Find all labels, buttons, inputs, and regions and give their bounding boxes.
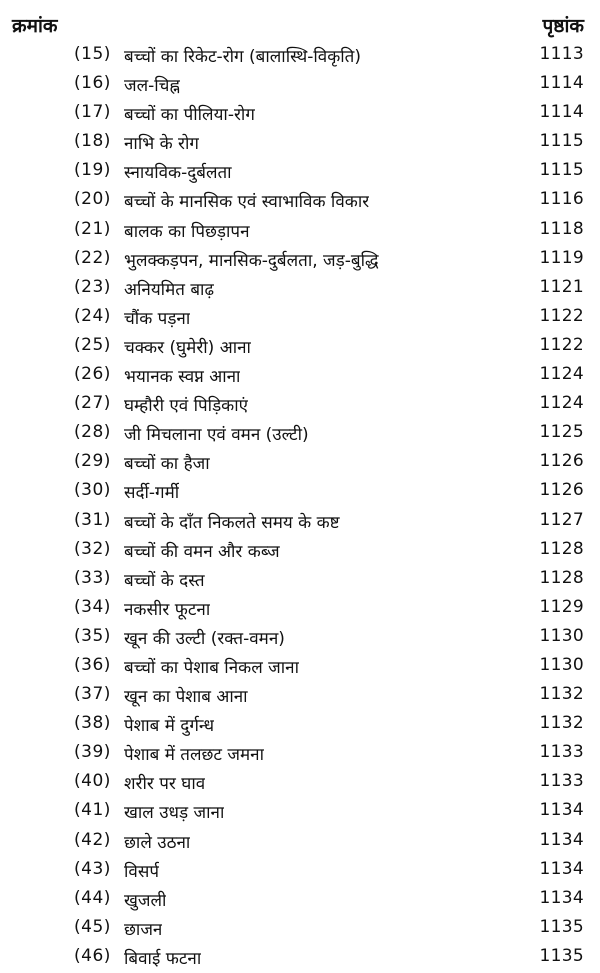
entry-title: जल-चिह्न	[124, 76, 181, 97]
entry-number: (27)	[74, 393, 111, 414]
toc-entry	[0, 944, 600, 973]
entry-title: नाभि के रोग	[124, 134, 199, 155]
entry-number: (28)	[74, 422, 111, 443]
entry-page-number: 1119	[539, 247, 584, 268]
entry-page-number: 1121	[539, 276, 584, 297]
entry-page-number: 1118	[539, 218, 584, 239]
entry-title: पेशाब में दुर्गन्ध	[124, 716, 215, 737]
entry-number: (17)	[74, 102, 111, 123]
entry-number: (46)	[74, 945, 111, 966]
entry-title: भुलक्कड़पन, मानसिक-दुर्बलता, जड़-बुद्धि	[124, 250, 379, 271]
entry-page-number: 1115	[539, 131, 584, 152]
toc-entry	[0, 100, 600, 129]
entry-number: (24)	[74, 305, 111, 326]
toc-entry	[0, 449, 600, 478]
toc-entry	[0, 566, 600, 595]
entry-number: (42)	[74, 829, 111, 850]
entry-page-number: 1135	[539, 916, 584, 937]
entry-number: (38)	[74, 713, 111, 734]
toc-entry	[0, 595, 600, 624]
entry-title: घम्हौरी एवं पिड़िकाएं	[124, 396, 249, 417]
entry-title: चौंक पड़ना	[124, 308, 191, 329]
entry-page-number: 1134	[539, 800, 584, 821]
entry-title: खुजली	[124, 890, 167, 911]
toc-entry	[0, 187, 600, 216]
entry-number: (22)	[74, 247, 111, 268]
entry-title: छाले उठना	[124, 832, 191, 853]
entry-title: बिवाई फटना	[124, 948, 202, 969]
toc-entry	[0, 624, 600, 653]
entry-page-number: 1133	[539, 771, 584, 792]
entry-page-number: 1115	[539, 160, 584, 181]
entry-page-number: 1134	[539, 858, 584, 879]
toc-entry	[0, 508, 600, 537]
entry-page-number: 1122	[539, 334, 584, 355]
entry-page-number: 1128	[539, 567, 584, 588]
entry-page-number: 1133	[539, 742, 584, 763]
entry-page-number: 1134	[539, 829, 584, 850]
entry-number: (35)	[74, 625, 111, 646]
toc-entry	[0, 537, 600, 566]
entry-title: बच्चों के मानसिक एवं स्वाभाविक विकार	[124, 192, 370, 213]
entry-number: (23)	[74, 276, 111, 297]
toc-entry	[0, 682, 600, 711]
toc-entry	[0, 42, 600, 71]
entry-number: (45)	[74, 916, 111, 937]
entry-title: बच्चों का हैजा	[124, 454, 210, 475]
page-number-heading: पृष्ठांक	[542, 15, 584, 37]
entry-number: (41)	[74, 800, 111, 821]
toc-entry	[0, 275, 600, 304]
entry-title: शरीर पर घाव	[124, 774, 206, 795]
entry-number: (16)	[74, 73, 111, 94]
entry-title: स्नायविक-दुर्बलता	[124, 163, 232, 184]
entry-number: (33)	[74, 567, 111, 588]
entry-number: (29)	[74, 451, 111, 472]
entry-title: बच्चों के दाँत निकलते समय के कष्ट	[124, 512, 340, 533]
entry-page-number: 1116	[539, 189, 584, 210]
toc-entry	[0, 857, 600, 886]
toc-entry	[0, 304, 600, 333]
entry-title: पेशाब में तलछट जमना	[124, 745, 265, 766]
entry-number: (20)	[74, 189, 111, 210]
toc-entry	[0, 915, 600, 944]
toc-entry	[0, 711, 600, 740]
toc-entry	[0, 333, 600, 362]
entry-page-number: 1132	[539, 713, 584, 734]
entry-title: बच्चों का पेशाब निकल जाना	[124, 657, 299, 678]
entry-title: बच्चों का पीलिया-रोग	[124, 105, 255, 126]
entry-page-number: 1129	[539, 596, 584, 617]
entry-page-number: 1114	[539, 102, 584, 123]
entry-title: जी मिचलाना एवं वमन (उल्टी)	[124, 425, 309, 446]
entry-page-number: 1128	[539, 538, 584, 559]
toc-entry	[0, 246, 600, 275]
entry-page-number: 1124	[539, 393, 584, 414]
entry-number: (32)	[74, 538, 111, 559]
entry-number: (15)	[74, 44, 111, 64]
entry-number: (39)	[74, 742, 111, 763]
entry-number: (30)	[74, 480, 111, 501]
entry-title: चक्कर (घुमेरी) आना	[124, 337, 251, 358]
entry-page-number: 1126	[539, 480, 584, 501]
entry-number: (26)	[74, 364, 111, 385]
entry-page-number: 1135	[539, 945, 584, 966]
entry-page-number: 1114	[539, 73, 584, 94]
toc-entry	[0, 740, 600, 769]
entry-page-number: 1122	[539, 305, 584, 326]
toc-entry	[0, 71, 600, 100]
entry-page-number: 1124	[539, 364, 584, 385]
entry-number: (31)	[74, 509, 111, 530]
entry-title: छाजन	[124, 919, 163, 940]
entry-title: भयानक स्वप्न आना	[124, 367, 241, 388]
entry-page-number: 1113	[539, 44, 584, 64]
toc-entry	[0, 769, 600, 798]
entry-number: (25)	[74, 334, 111, 355]
entry-title: खाल उधड़ जाना	[124, 803, 225, 824]
entry-title: बच्चों के दस्त	[124, 570, 205, 591]
entry-title: खून की उल्टी (रक्त-वमन)	[124, 628, 285, 649]
toc-entry	[0, 886, 600, 915]
entry-number: (37)	[74, 684, 111, 705]
entry-page-number: 1130	[539, 625, 584, 646]
entry-page-number: 1125	[539, 422, 584, 443]
entry-number: (36)	[74, 654, 111, 675]
toc-header	[0, 8, 600, 38]
toc-entry	[0, 653, 600, 682]
entry-number: (21)	[74, 218, 111, 239]
toc-entry	[0, 420, 600, 449]
toc-entry	[0, 798, 600, 827]
entry-title: खून का पेशाब आना	[124, 687, 248, 708]
toc-entry	[0, 478, 600, 507]
entry-title: बच्चों की वमन और कब्ज	[124, 541, 280, 562]
entry-title: बच्चों का रिकेट-रोग (बालास्थि-विकृति)	[124, 47, 362, 67]
entry-number: (44)	[74, 887, 111, 908]
entry-title: बालक का पिछड़ापन	[124, 221, 250, 242]
entry-title: विसर्प	[124, 861, 160, 882]
entry-title: सर्दी-गर्मी	[124, 483, 180, 504]
entry-title: नकसीर फूटना	[124, 599, 211, 620]
entry-number: (40)	[74, 771, 111, 792]
entry-page-number: 1134	[539, 887, 584, 908]
entry-page-number: 1132	[539, 684, 584, 705]
entry-number: (43)	[74, 858, 111, 879]
table-of-contents	[0, 42, 600, 973]
toc-entry	[0, 828, 600, 857]
entry-title: अनियमित बाढ़	[124, 279, 215, 300]
entry-number: (18)	[74, 131, 111, 152]
entry-number: (19)	[74, 160, 111, 181]
toc-entry	[0, 362, 600, 391]
toc-entry	[0, 391, 600, 420]
toc-entry	[0, 129, 600, 158]
serial-number-heading: क्रमांक	[12, 15, 58, 37]
entry-number: (34)	[74, 596, 111, 617]
entry-page-number: 1126	[539, 451, 584, 472]
entry-page-number: 1127	[539, 509, 584, 530]
toc-entry	[0, 158, 600, 187]
toc-entry	[0, 217, 600, 246]
entry-page-number: 1130	[539, 654, 584, 675]
